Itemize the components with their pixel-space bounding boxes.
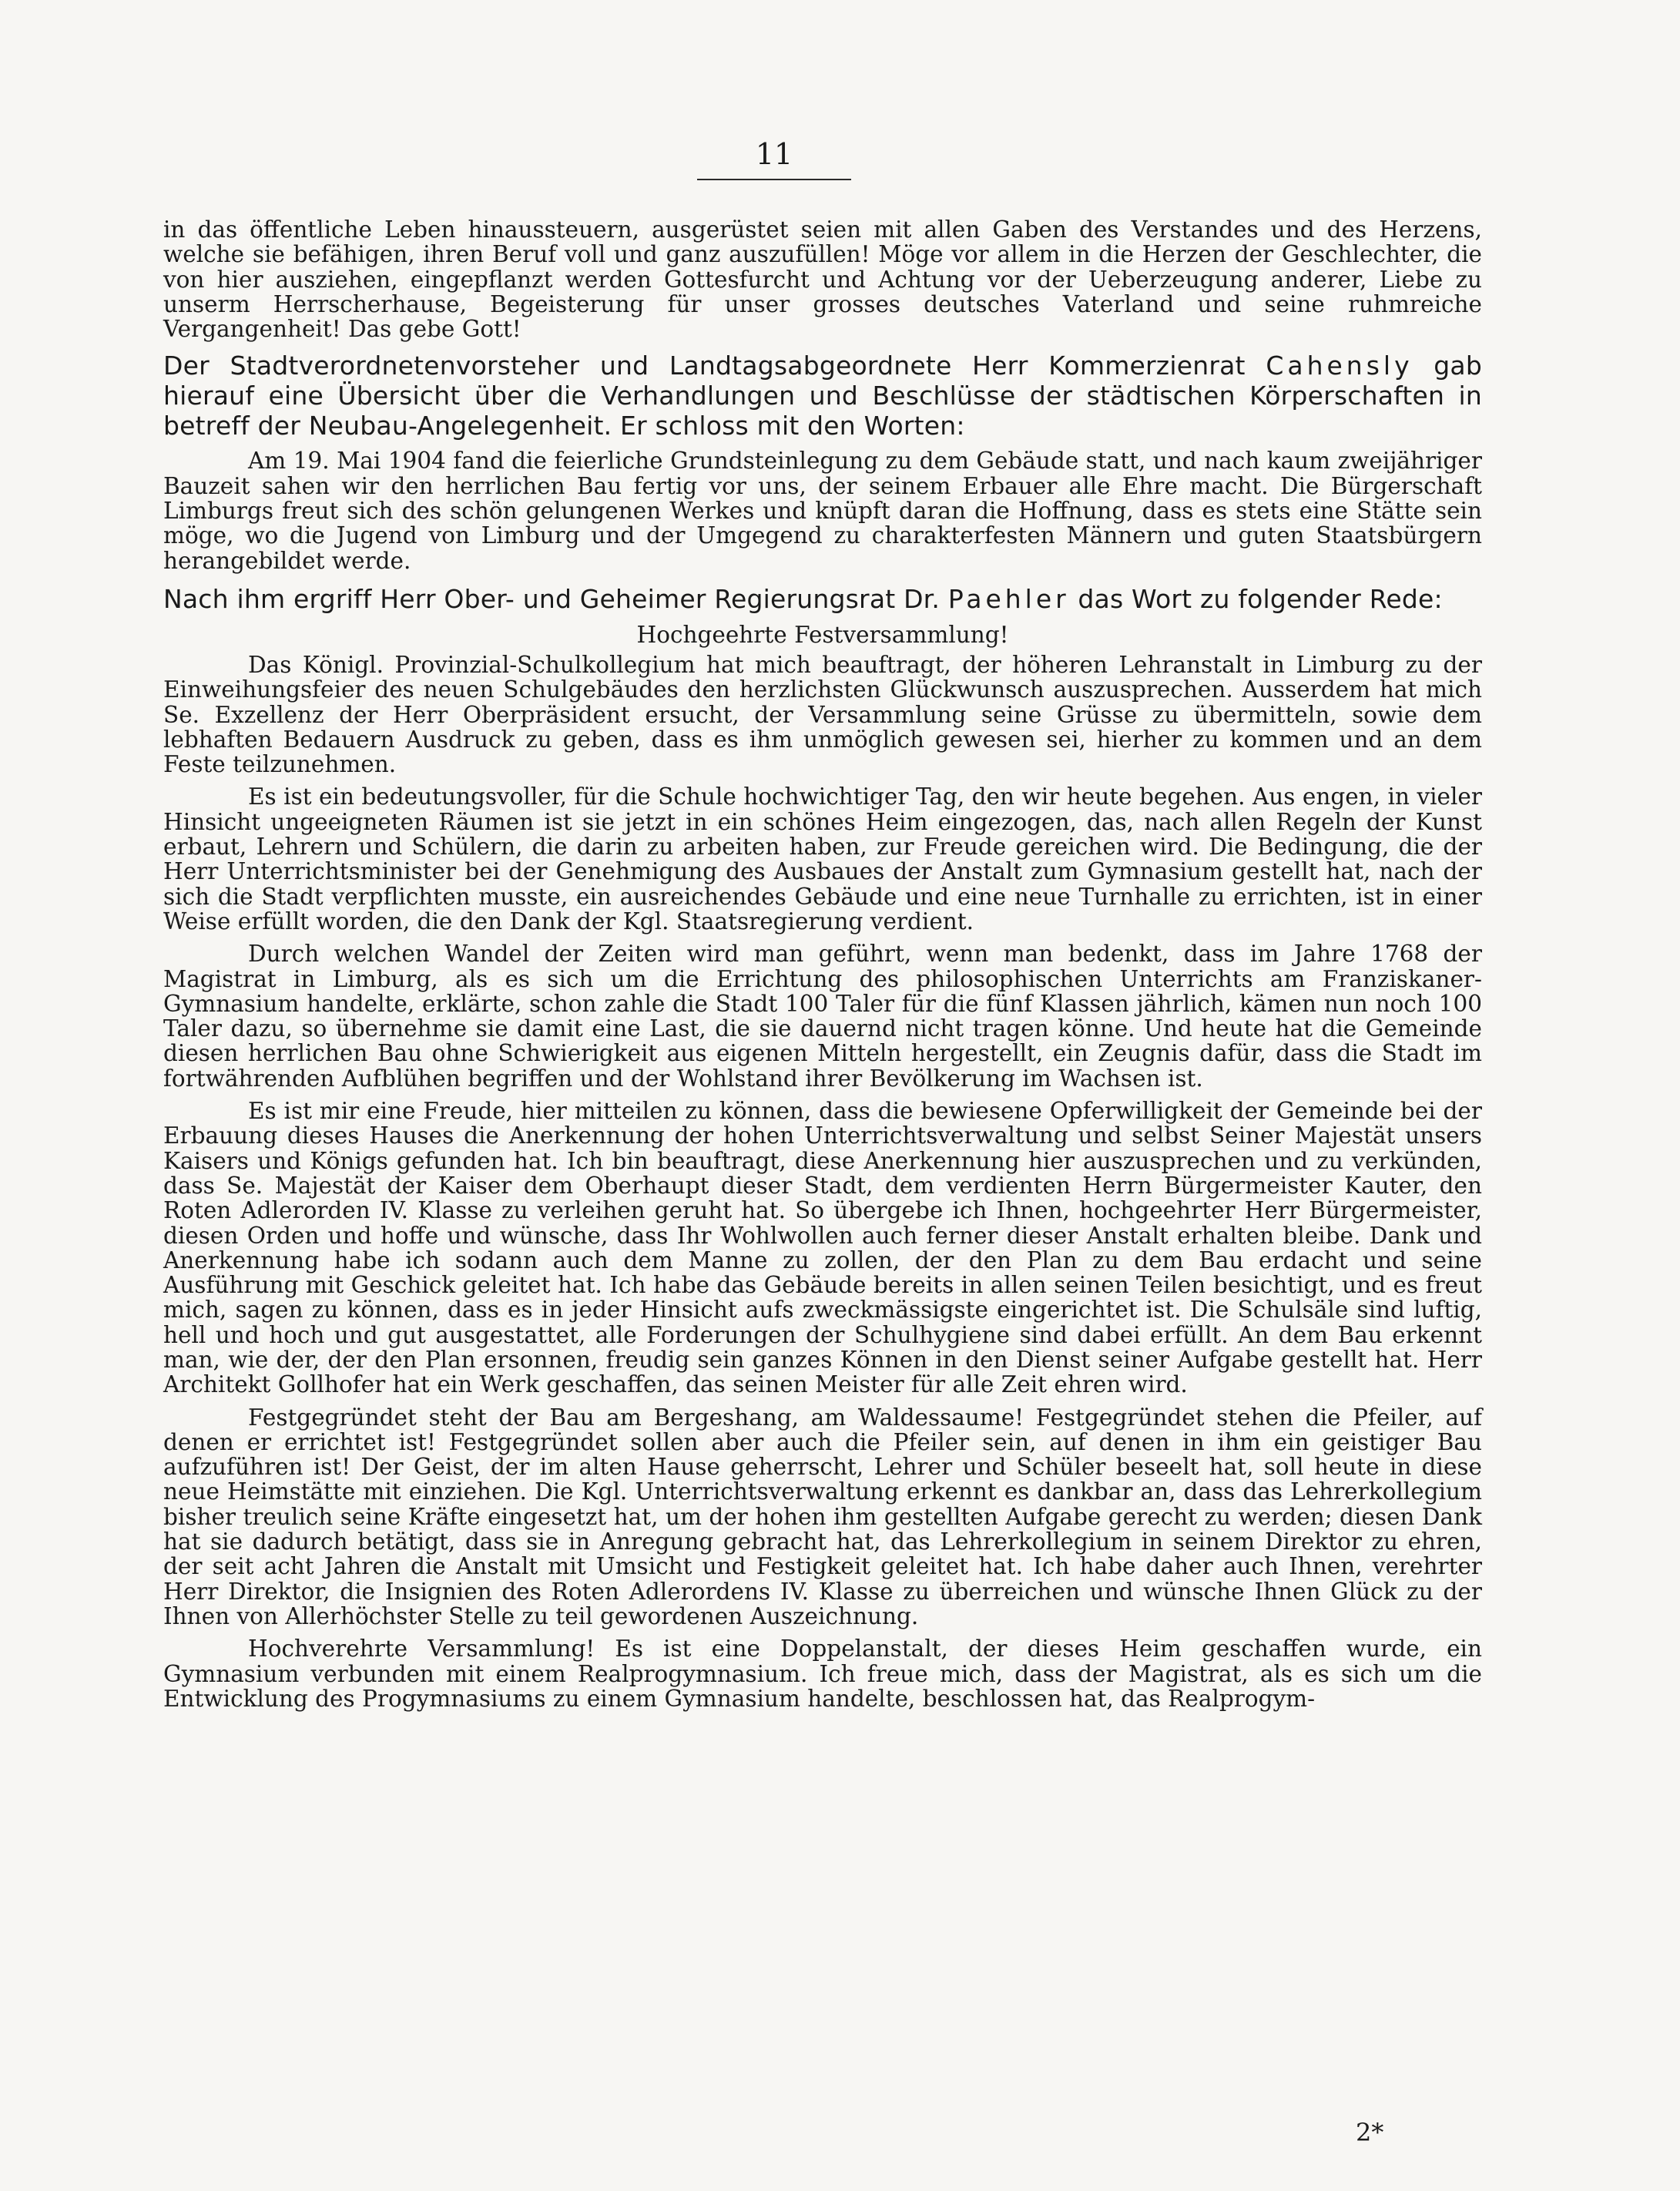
page-number: 11 — [755, 137, 793, 171]
page-body — [163, 217, 1482, 1719]
paragraph-bedeutungsvoller-tag: Es ist ein bedeutungsvoller, für die Schule hochwichtiger Tag, den wir heute begehen. Aus engen, in vieler Hinsicht ungeeigneten Räumen ist sie jetzt in ein schönes Heim eingezogen, das, nach allen Regeln der Kunst erbaut, Lehrern und Schülern, die darin zu arbeiten haben, zur Freude gereichen wird. Die Bedingung, die der Herr Unterrichtsminister bei der Genehmigung des Ausbaues der Anstalt zum Gymnasium gestellt hat, nach der sich die Stadt verpflichten musste, ein ausreichendes Gebäude und eine neue Turnhalle zu errichten, ist in einer Weise erfüllt worden, die den Dank der Kgl. Staatsregierung verdient. — [163, 783, 1482, 934]
paragraph-festgegruendet: Festgegründet steht der Bau am Bergeshang, am Waldessaume! Festgegründet stehen die Pfeiler, auf denen er errichtet ist! Festgegründet sollen aber auch die Pfeiler sein, auf denen in ihm ein geistiger Bau aufzuführen ist! Der Geist, der im alten Hause geherrscht, Lehrer und Schüler beseelt hat, soll heute in diese neue Heimstätte mit einziehen. Die Kgl. Unterrichtsverwaltung erkennt es dankbar an, dass das Lehrerkollegium bisher treulich seine Kräfte eingesetzt hat, um der hohen ihm gestellten Aufgabe gerecht zu werden; diesen Dank hat sie dadurch betätigt, dass sie in Anregung gebracht hat, das Lehrerkollegium in seinem Direktor zu ehren, der seit acht Jahren die Anstalt mit Umsicht und Festigkeit geleitet hat. Ich habe daher auch Ihnen, verehrter Herr Direktor, die Insignien des Roten Adlerordens IV. Klasse zu überreichen und wünsche Ihnen Glück zu der Ihnen von Allerhöchster Stelle zu teil gewordenen Auszeichnung. — [163, 1404, 1482, 1629]
header-rule — [697, 179, 851, 180]
paragraph-glueckwunsch: Das Königl. Provinzial-Schulkollegium hat mich beauftragt, der höheren Lehranstalt in Limburg zu der Einweihungsfeier des neuen Schulgebäudes den herzlichsten Glückwunsch auszusprechen. Ausserdem hat mich Se. Exzellenz der Herr Oberpräsident ersucht, der Versammlung seine Grüsse zu übermitteln, sowie dem lebhaften Bedauern Ausdruck zu geben, dass es ihm unmöglich gewesen sei, hierher zu kommen und an dem Feste teilzunehmen. — [163, 651, 1482, 778]
speaker-name: Cahensly — [1266, 351, 1413, 381]
narration-cahensly — [163, 351, 1482, 441]
speaker-name: Paehler — [947, 583, 1070, 614]
narration-text: Nach ihm ergriff Herr Ober- und Geheimer Regierungsrat Dr. — [163, 583, 948, 614]
salutation: Hochgeehrte Festversammlung! — [636, 621, 1009, 648]
signature-mark: 2* — [1356, 2118, 1384, 2147]
paragraph-wandel-der-zeiten: Durch welchen Wandel der Zeiten wird man geführt, wenn man bedenkt, dass im Jahre 1768 der Magistrat in Limburg, als es sich um die Errichtung des philosophischen Unterrichts am Franziskaner-Gymnasium handelte, erklärte, schon zahle die Stadt 100 Taler für die fünf Klassen jährlich, kämen nun noch 100 Taler dazu, so übernehme sie damit eine Last, die sie dauernd nicht tragen könne. Und heute hat die Gemeinde diesen herrlichen Bau ohne Schwierigkeit aus eigenen Mitteln hergestellt, ein Zeugnis dafür, dass die Stadt im fortwährenden Aufblühen begriffen und der Wohlstand ihrer Bevölkerung im Wachsen ist. — [163, 941, 1482, 1092]
paragraph-closing-prayer: in das öffentliche Leben hinaussteuern, ausgerüstet seien mit allen Gaben des Verstandes und des Herzens, welche sie befähigen, ihren Beruf voll und ganz auszufüllen! Möge vor allem in die Herzen der Geschlechter, die von hier ausziehen, eingepflanzt werden Gottesfurcht und Achtung vor der Ueberzeugung anderer, Liebe zu unserm Herrscherhause, Begeisterung für unser grosses deutsches Vaterland und seine ruhmreiche Vergangenheit! Das gebe Gott! — [163, 216, 1482, 343]
narration-text: Der Stadtverordnetenvorsteher und Landtagsabgeordnete Herr Kommerzienrat — [163, 351, 1266, 381]
paragraph-anerkennung: Es ist mir eine Freude, hier mitteilen zu können, dass die bewiesene Opferwilligkeit der Gemeinde bei der Erbauung dieses Hauses die Anerkennung der hohen Unterrichtsverwaltung und selbst Seiner Majestät unsers Kaisers und Königs gefunden hat. Ich bin beauftragt, diese Anerkennung hier auszusprechen und zu verkünden, dass Se. Majestät der Kaiser dem Oberhaupt dieser Stadt, dem verdienten Herrn Bürgermeister Kauter, den Roten Adlerorden IV. Klasse zu verleihen geruht hat. So übergebe ich Ihnen, hochgeehrter Herr Bürgermeister, diesen Orden und hoffe und wünsche, dass Ihr Wohlwollen auch ferner dieser Anstalt erhalten bleibe. Dank und Anerkennung habe ich sodann auch dem Manne zu zollen, der den Plan zu dem Bau erdacht und seine Ausführung mit Geschick geleitet hat. Ich habe das Gebäude bereits in allen seinen Teilen besichtigt, und es freut mich, sagen zu können, dass es in jeder Hinsicht aufs zweckmässigste eingerichtet ist. Die Schulsäle sind luftig, hell und hoch und gut ausgestattet, alle Forderungen der Schulhygiene sind dabei erfüllt. An dem Bau erkennt man, wie der, der den Plan ersonnen, freudig sein ganzes Können in den Dienst seiner Aufgabe gestellt hat. Herr Architekt Gollhofer hat ein Werk geschaffen, das seinen Meister für alle Zeit ehren wird. — [163, 1098, 1482, 1398]
narration-text: das Wort zu folgender Rede: — [1069, 583, 1443, 614]
narration-paehler — [163, 584, 1482, 614]
narration-text: gab hierauf eine Übersicht über die Verhandlungen und Beschlüsse der städtischen Körperschaften in betreff der Neubau-Angelegenheit. Er schloss mit den Worten: — [163, 351, 1482, 441]
paragraph-doppelanstalt: Hochverehrte Versammlung! Es ist eine Doppelanstalt, der dieses Heim geschaffen wurde, ein Gymnasium verbunden mit einem Realprogymnasium. Ich freue mich, dass der Magistrat, als es sich um die Entwicklung des Progymnasiums zu einem Gymnasium handelte, beschlossen hat, das Realprogym- — [163, 1636, 1482, 1712]
paragraph-grundsteinlegung: Am 19. Mai 1904 fand die feierliche Grundsteinlegung zu dem Gebäude statt, und nach kaum zweijähriger Bauzeit sahen wir den herrlichen Bau fertig vor uns, der seinem Erbauer alle Ehre macht. Die Bürgerschaft Limburgs freut sich des schön gelungenen Werkes und knüpft daran die Hoffnung, dass es stets eine Stätte sein möge, wo die Jugend von Limburg und der Umgegend zu charakterfesten Männern und guten Staatsbürgern herangebildet werde. — [163, 448, 1482, 574]
